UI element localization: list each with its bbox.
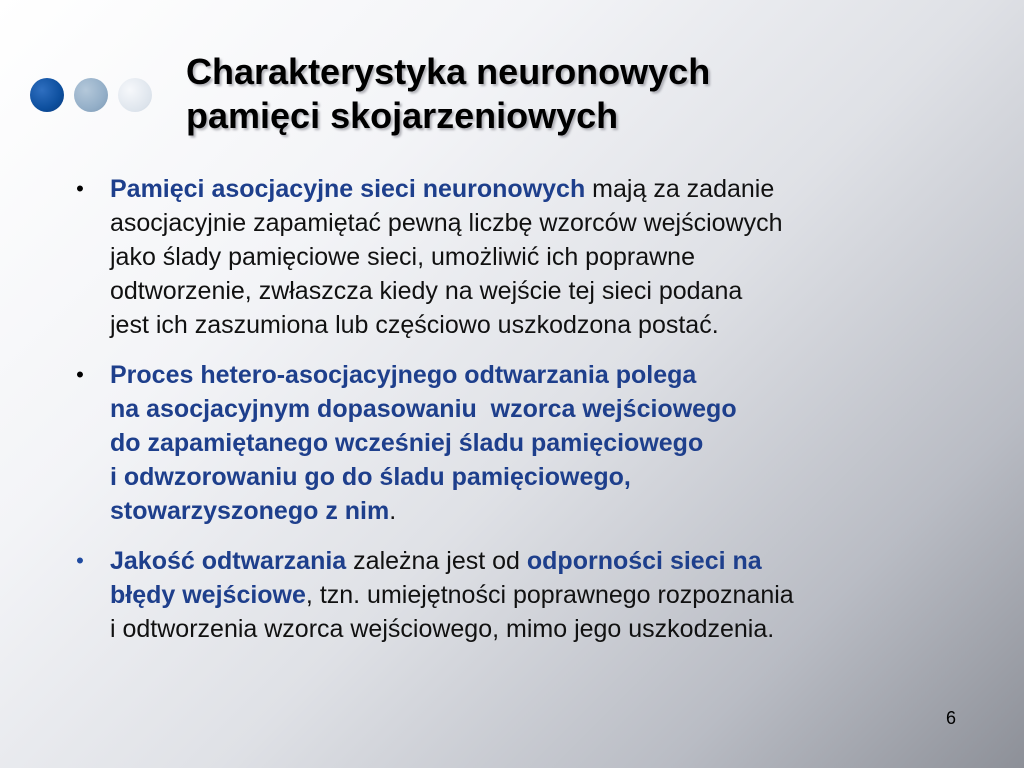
- decorative-dots: [30, 78, 152, 112]
- slide-title: [186, 50, 986, 138]
- bullet-marker-icon: •: [76, 362, 84, 387]
- bullet-1-line-4: odtworzenie, zwłaszcza kiedy na wejście tej sieci podana: [110, 277, 743, 305]
- bullet-1-bold-term: Pamięci asocjacyjne sieci neuronowych: [110, 175, 586, 203]
- bullet-3-line-2: [110, 578, 990, 612]
- bullet-2-line-5: [110, 494, 990, 528]
- bullet-1-line-2: asocjacyjnie zapamiętać pewną liczbę wzorców wejściowych: [110, 209, 783, 237]
- dark-blue-circle-icon: [30, 78, 64, 112]
- bullet-2-line-4: i odwzorowaniu go do śladu pamięciowego,: [110, 463, 631, 491]
- bullet-1-line-1: [110, 172, 990, 206]
- bullet-item-3: [70, 544, 990, 646]
- bullet-2-line-1: Proces hetero-asocjacyjnego odtwarzania polega: [110, 361, 697, 389]
- bullet-2-line-3: do zapamiętanego wcześniej śladu pamięciowego: [110, 429, 704, 457]
- bullet-3-line-3: i odtworzenia wzorca wejściowego, mimo jego uszkodzenia.: [110, 615, 775, 643]
- bullet-1-text: mają za zadanie: [585, 175, 775, 203]
- page-number: 6: [946, 708, 957, 728]
- bullet-1-line-5: jest ich zaszumiona lub częściowo uszkodzona postać.: [110, 311, 719, 339]
- slide-title-line-2: pamięci skojarzeniowych: [186, 95, 619, 136]
- bullet-list: [70, 172, 990, 662]
- bullet-2-period: .: [389, 497, 397, 525]
- bullet-marker-icon: •: [76, 176, 84, 201]
- bullet-2-bold-end: stowarzyszonego z nim: [110, 497, 390, 525]
- bullet-2-line-2: na asocjacyjnym dopasowaniu wzorca wejściowego: [110, 395, 737, 423]
- bullet-3-text-1: zależna jest od: [346, 547, 527, 575]
- bullet-3-bold-term-2: odporności sieci na: [526, 547, 762, 575]
- bullet-1-line-3: jako ślady pamięciowe sieci, umożliwić ich poprawne: [110, 243, 695, 271]
- light-blue-circle-icon: [74, 78, 108, 112]
- bullet-3-bold-term-1: Jakość odtwarzania: [110, 547, 347, 575]
- bullet-item-1: [70, 172, 990, 342]
- bullet-3-bold-term-3: błędy wejściowe: [110, 581, 306, 609]
- bullet-marker-icon: •: [76, 548, 84, 573]
- white-circle-icon: [118, 78, 152, 112]
- bullet-item-2: [70, 358, 990, 528]
- bullet-3-text-2: , tzn. umiejętności poprawnego rozpoznania: [305, 581, 794, 609]
- slide-title-line-1: Charakterystyka neuronowych: [186, 51, 711, 92]
- bullet-3-line-1: [110, 544, 990, 578]
